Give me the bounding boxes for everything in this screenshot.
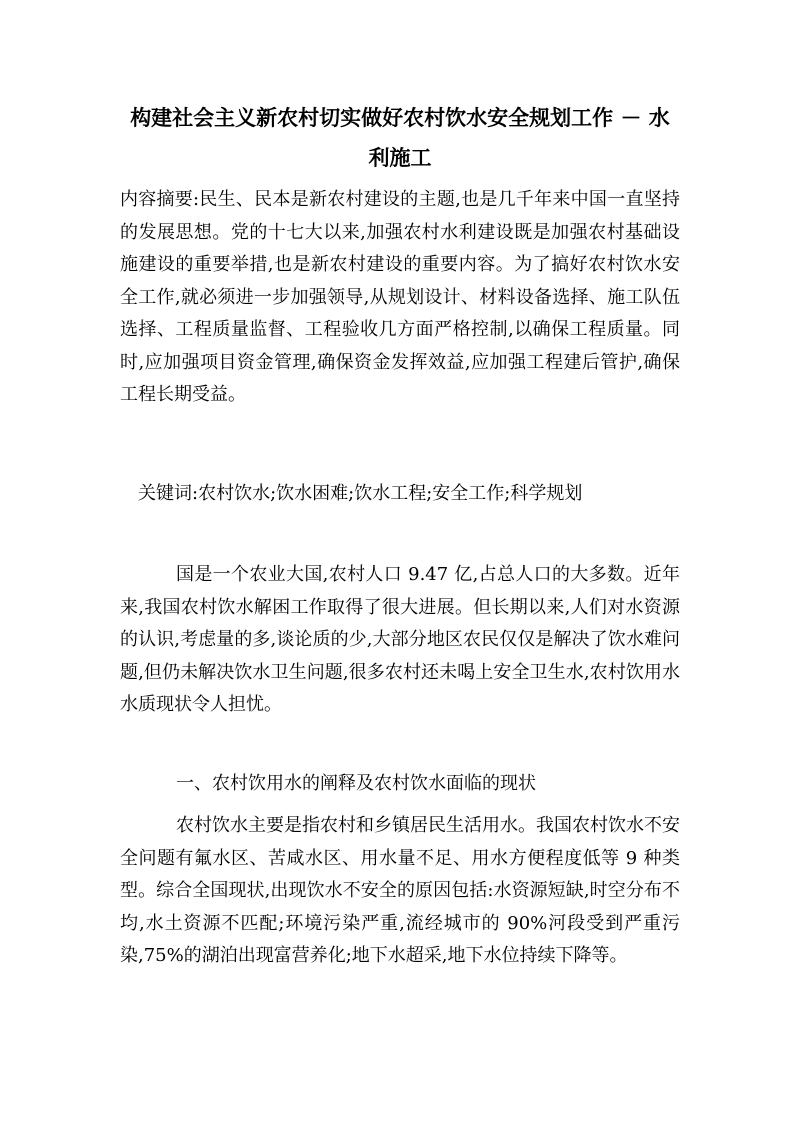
- body-paragraph: 农村饮水主要是指农村和乡镇居民生活用水。我国农村饮水不安全问题有氟水区、苦咸水区、用水量不足、用水方便程度低等 9 种类型。综合全国现状,出现饮水不安全的原因包括:水资源短缺,时空分布不均,水土资源不匹配;环境污染严重,流经城市的 90%河段受到严重污染,75%的湖泊出现富营养化;地下水超采,地下水位持续下降等。: [120, 815, 680, 966]
- document-title: 构建社会主义新农村切实做好农村饮水安全规划工作 － 水利施工: [130, 105, 670, 170]
- abstract-paragraph: 内容摘要:民生、民本是新农村建设的主题,也是几千年来中国一直坚持的发展思想。党的十七大以来,加强农村水利建设既是加强农村基础设施建设的重要举措,也是新农村建设的重要内容。为了搞好农村饮水安全工作,就必须进一步加强领导,从规划设计、材料设备选择、施工队伍选择、工程质量监督、工程验收几方面严格控制,以确保工程质量。同时,应加强项目资金管理,确保资金发挥效益,应加强工程建后管护,确保工程长期受益。: [120, 189, 680, 405]
- keywords-line: 关键词:农村饮水;饮水困难;饮水工程;安全工作;科学规划: [138, 483, 583, 504]
- section-heading: 一、农村饮用水的阐释及农村饮水面临的现状: [176, 773, 536, 794]
- body-paragraph: 国是一个农业大国,农村人口 9.47 亿,占总人口的大多数。近年来,我国农村饮水解困工作取得了很大进展。但长期以来,人们对水资源的认识,考虑量的多,谈论质的少,大部分地区农民仅仅是解决了饮水难问题,但仍未解决饮水卫生问题,很多农村还未喝上安全卫生水,农村饮用水水质现状令人担忧。: [120, 564, 680, 715]
